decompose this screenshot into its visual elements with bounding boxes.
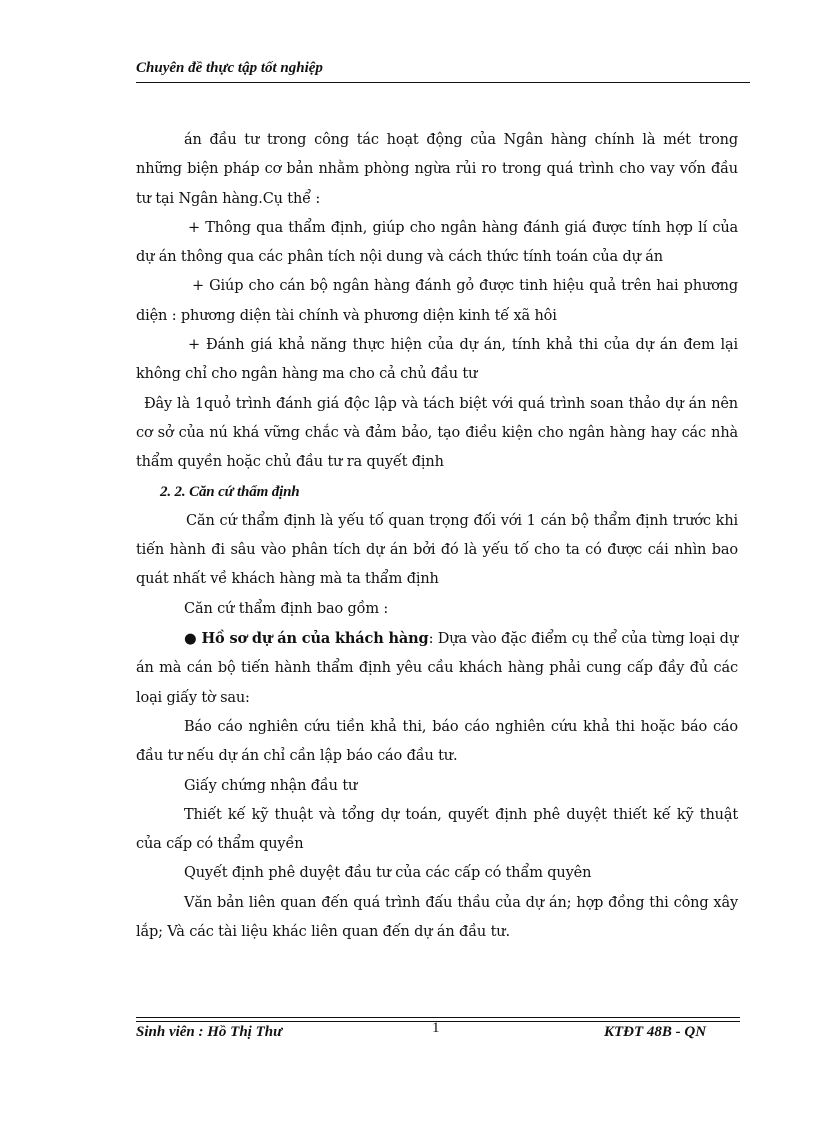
paragraph: Đây là 1quỏ trình đánh giá độc lập và tách biệt với quá trình soan thảo dự án nên cơ sở của nú khá vững chắc và đảm bảo, tạo điều kiện cho ngân hàng hay các nhà thẩm quyền hoặc chủ đầu tư ra quyết định	[136, 395, 738, 471]
section-heading: 2. 2. Căn cứ thẩm định	[160, 483, 300, 500]
paragraph: + Giúp cho cán bộ ngân hàng đánh gỏ được tinh hiệu quả trên hai phương diện : phương diện tài chính và phương diện kinh tế xã hôi	[136, 278, 738, 324]
paragraph: + Đánh giá khả năng thực hiện của dự án, tính khả thi của dự án đem lại không chỉ cho ngân hàng ma cho cả chủ đầu tư	[136, 337, 738, 383]
paragraph	[136, 624, 738, 713]
paragraph: Báo cáo nghiên cứu tiền khả thi, báo cáo nghiên cứu khả thi hoặc báo cáo đầu tư nếu dự án chỉ cần lập báo cáo đầu tư.	[136, 718, 738, 765]
paragraph: Thiết kế kỹ thuật và tổng dự toán, quyết định phê duyệt thiết kế kỹ thuật của cấp có thẩm quyền	[136, 806, 738, 853]
paragraph: Quyết định phê duyệt đầu tư của các cấp có thẩm quyên	[184, 865, 592, 882]
footer-divider-thick	[136, 1017, 740, 1018]
paragraph: Giấy chứng nhận đầu tư	[184, 777, 358, 794]
paragraph: Căn cứ thẩm định là yếu tố quan trọng đối với 1 cán bộ thẩm định trước khi tiến hành đi sâu vào phân tích dự án bởi đó là yếu tố cho ta có được cái nhìn bao quát nhất về khách hàng mà ta thẩm định	[136, 512, 738, 588]
page-header-title: Chuyên đề thực tập tốt nghiệp	[136, 60, 323, 76]
page-number: 1	[432, 1020, 440, 1036]
header-divider	[136, 82, 750, 83]
bold-term: ● Hồ sơ dự án của khách hàng	[184, 630, 429, 648]
document-body	[136, 126, 738, 947]
paragraph: + Thông qua thẩm định, giúp cho ngân hàng đánh giá được tính hợp lí của dự án thông qua các phân tích nội dung và cách thức tính toán của dự án	[136, 219, 738, 266]
paragraph-text: : Dựa vào đặc điểm cụ thể của từng loại dự án mà cán bộ tiến hành thẩm định yêu cầu khách hàng phải cung cấp đầy đủ các loại giấy tờ sau:	[136, 631, 739, 706]
paragraph: Văn bản liên quan đến quá trình đấu thầu của dự án; hợp đồng thi công xây lắp; Và các tài liệu khác liên quan đến dự án đầu tư.	[136, 894, 738, 941]
footer-class-code: KTĐT 48B - QN	[604, 1024, 707, 1040]
paragraph: Căn cứ thẩm định bao gồm :	[184, 600, 389, 617]
footer-student-name: Sinh viên : Hồ Thị Thư	[136, 1024, 283, 1040]
paragraph: án đầu tư trong công tác hoạt động của Ngân hàng chính là mét trong những biện pháp cơ bản nhằm phòng ngừa rủi ro trong quá trình cho vay vốn đầu tư tại Ngân hàng.Cụ thể :	[136, 132, 738, 207]
